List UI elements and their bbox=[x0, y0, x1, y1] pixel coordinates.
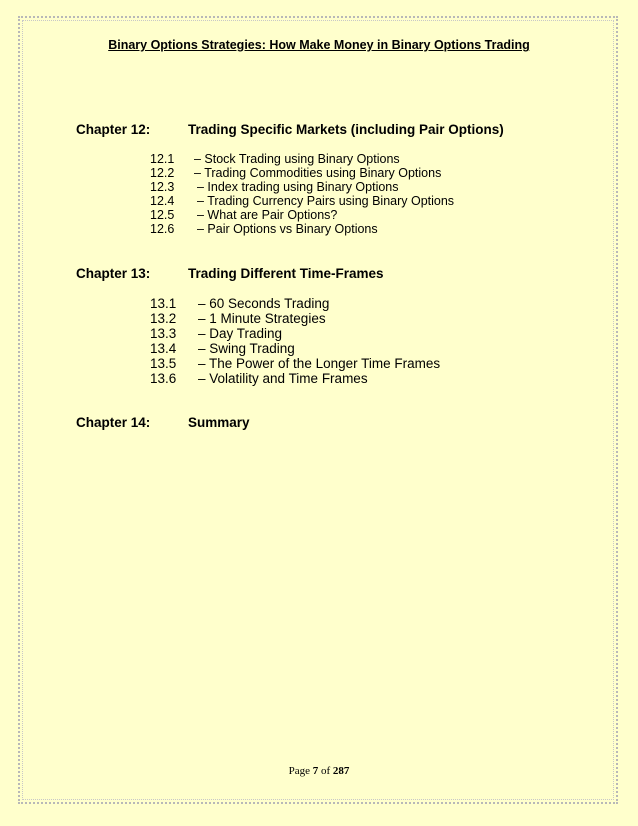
chapter-title: Trading Different Time-Frames bbox=[188, 266, 384, 281]
section-number: 12.3 bbox=[150, 180, 175, 194]
section-title: – 1 Minute Strategies bbox=[198, 311, 326, 326]
section-title: – Swing Trading bbox=[198, 341, 295, 356]
section-number: 13.5 bbox=[150, 356, 177, 371]
section-title: – Day Trading bbox=[198, 326, 283, 341]
of-word: of bbox=[320, 765, 331, 777]
section-number: 13.3 bbox=[150, 326, 177, 341]
section-number: 13.1 bbox=[150, 296, 177, 311]
section-title: – Trading Commodities using Binary Options bbox=[194, 166, 442, 180]
current-page-number: 7 bbox=[312, 765, 319, 777]
section-number: 12.1 bbox=[150, 152, 175, 166]
page-footer bbox=[0, 765, 638, 777]
section-number: 12.2 bbox=[150, 166, 175, 180]
section-title: – Index trading using Binary Options bbox=[197, 180, 399, 194]
page-word: Page bbox=[288, 765, 310, 777]
chapter-number: Chapter 12: bbox=[76, 122, 151, 137]
section-title: – 60 Seconds Trading bbox=[198, 296, 330, 311]
section-title: – Pair Options vs Binary Options bbox=[197, 222, 378, 236]
chapter-number: Chapter 14: bbox=[76, 415, 151, 430]
chapter-number: Chapter 13: bbox=[76, 266, 151, 281]
section-number: 12.5 bbox=[150, 208, 175, 222]
chapter-title: Trading Specific Markets (including Pair Options) bbox=[188, 122, 504, 137]
section-title: – Stock Trading using Binary Options bbox=[194, 152, 400, 166]
chapter-title: Summary bbox=[188, 415, 250, 430]
section-number: 12.6 bbox=[150, 222, 175, 236]
section-title: – The Power of the Longer Time Frames bbox=[198, 356, 441, 371]
total-pages: 287 bbox=[332, 765, 350, 777]
section-number: 13.4 bbox=[150, 341, 177, 356]
section-title: – Trading Currency Pairs using Binary Options bbox=[197, 194, 455, 208]
section-title: – Volatility and Time Frames bbox=[198, 371, 368, 386]
section-number: 12.4 bbox=[150, 194, 175, 208]
running-header: Binary Options Strategies: How Make Money in Binary Options Trading bbox=[108, 38, 530, 52]
section-number: 13.2 bbox=[150, 311, 177, 326]
section-title: – What are Pair Options? bbox=[197, 208, 338, 222]
page-border-inner bbox=[22, 20, 614, 800]
section-number: 13.6 bbox=[150, 371, 177, 386]
